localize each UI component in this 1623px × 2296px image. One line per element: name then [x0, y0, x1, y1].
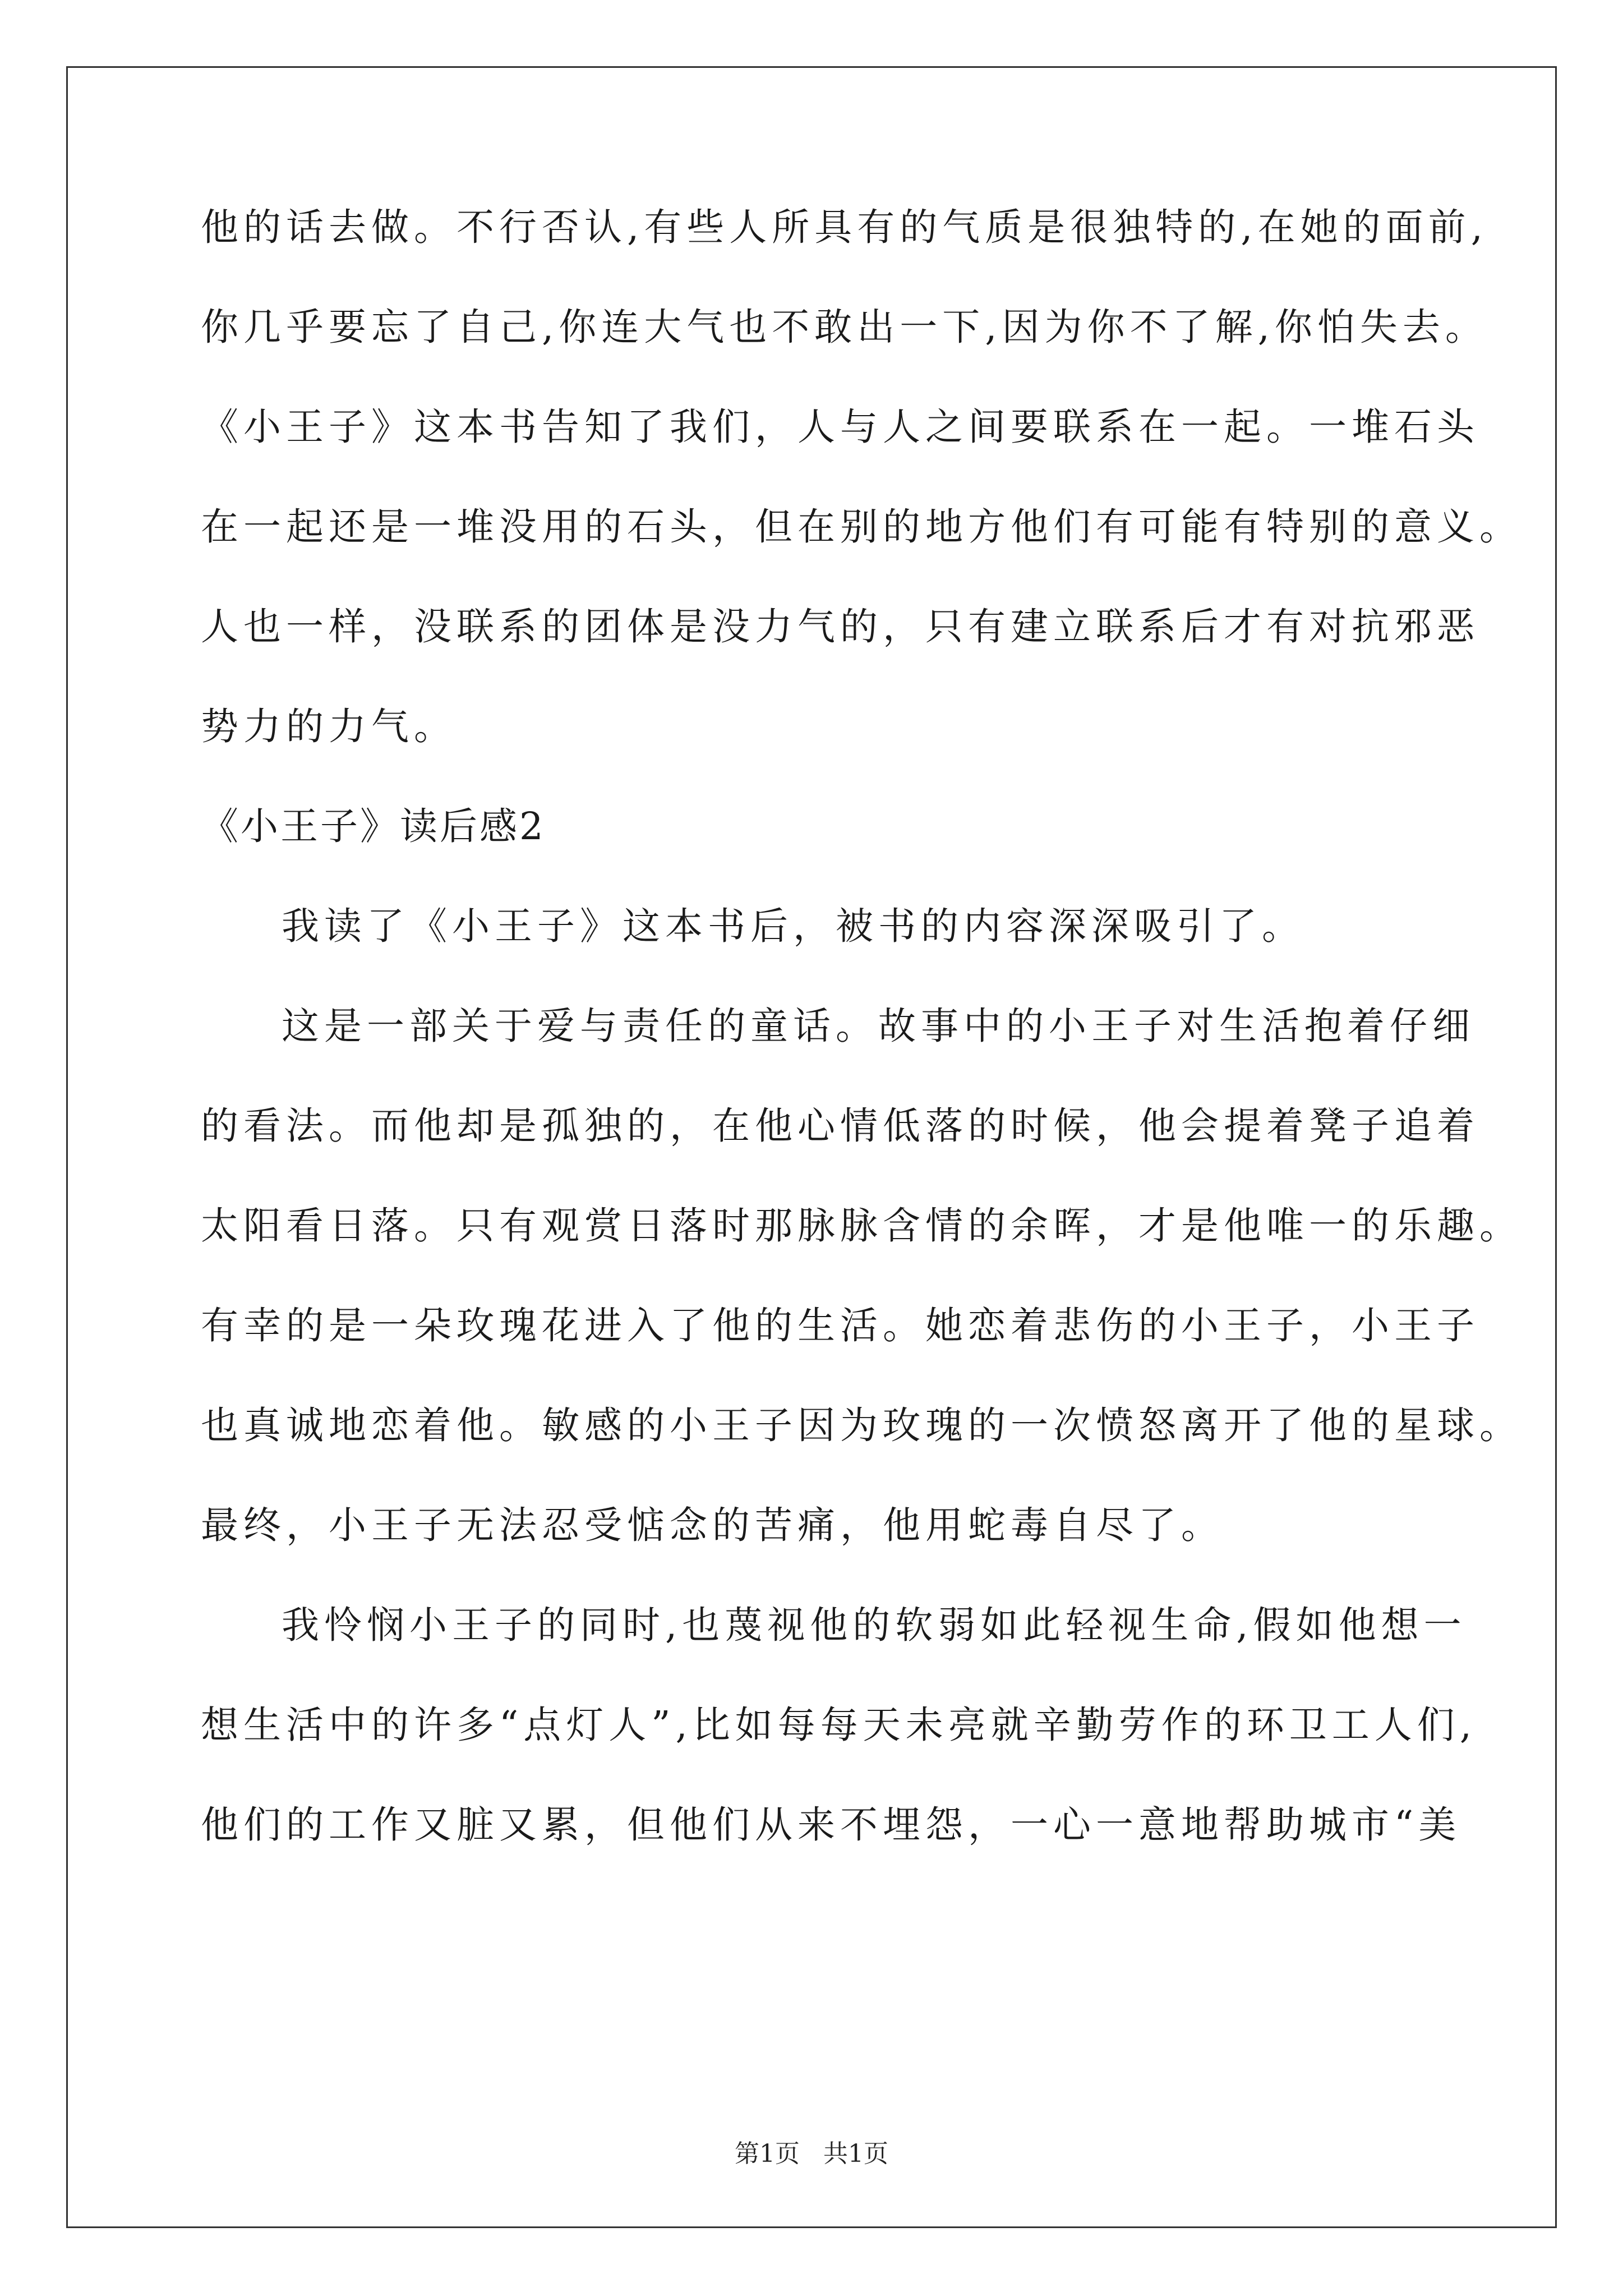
text-line: 势力的力气。 [201, 705, 457, 748]
text-line: 他们的工作又脏又累，但他们从来不埋怨，一心一意地帮助城市“美 [201, 1803, 1461, 1847]
text-line: 的看法。而他却是孤独的，在他心情低落的时候，他会提着凳子追着 [201, 1104, 1479, 1148]
text-line: 你几乎要忘了自己,你连大气也不敢出一下,因为你不了解,你怕失去。 [201, 305, 1488, 349]
text-line: 《小王子》这本书告知了我们，人与人之间要联系在一起。一堆石头 [201, 405, 1479, 449]
document-body [201, 205, 1522, 1906]
text-line: 也真诚地恋着他。敏感的小王子因为玫瑰的一次愤怒离开了他的星球。 [201, 1404, 1522, 1447]
paragraph-first-line: 我怜悯小王子的同时,也蔑视他的软弱如此轻视生命,假如他想一 [282, 1603, 1467, 1647]
text-line: 最终，小王子无法忍受惦念的苦痛，他用蛇毒自尽了。 [201, 1503, 1224, 1547]
paragraph-first-line: 这是一部关于爱与责任的童话。故事中的小王子对生活抱着仔细 [282, 1004, 1475, 1048]
text-line: 在一起还是一堆没用的石头，但在别的地方他们有可能有特别的意义。 [201, 505, 1522, 549]
text-line: 想生活中的许多“点灯人”,比如每每天未亮就辛勤劳作的环卫工人们, [201, 1703, 1477, 1747]
page-number-footer: 第1页 共1页 [735, 2139, 888, 2168]
text-line: 太阳看日落。只有观赏日落时那脉脉含情的余晖，才是他唯一的乐趣。 [201, 1204, 1522, 1248]
text-line: 有幸的是一朵玫瑰花进入了他的生活。她恋着悲伤的小王子，小王子 [201, 1304, 1479, 1347]
text-line: 人也一样，没联系的团体是没力气的，只有建立联系后才有对抗邪恶 [201, 605, 1479, 648]
paragraph-first-line: 我读了《小王子》这本书后，被书的内容深深吸引了。 [282, 904, 1304, 948]
section-heading: 《小王子》读后感2 [201, 804, 546, 848]
text-line: 他的话去做。不行否认,有些人所具有的气质是很独特的,在她的面前, [201, 205, 1488, 249]
